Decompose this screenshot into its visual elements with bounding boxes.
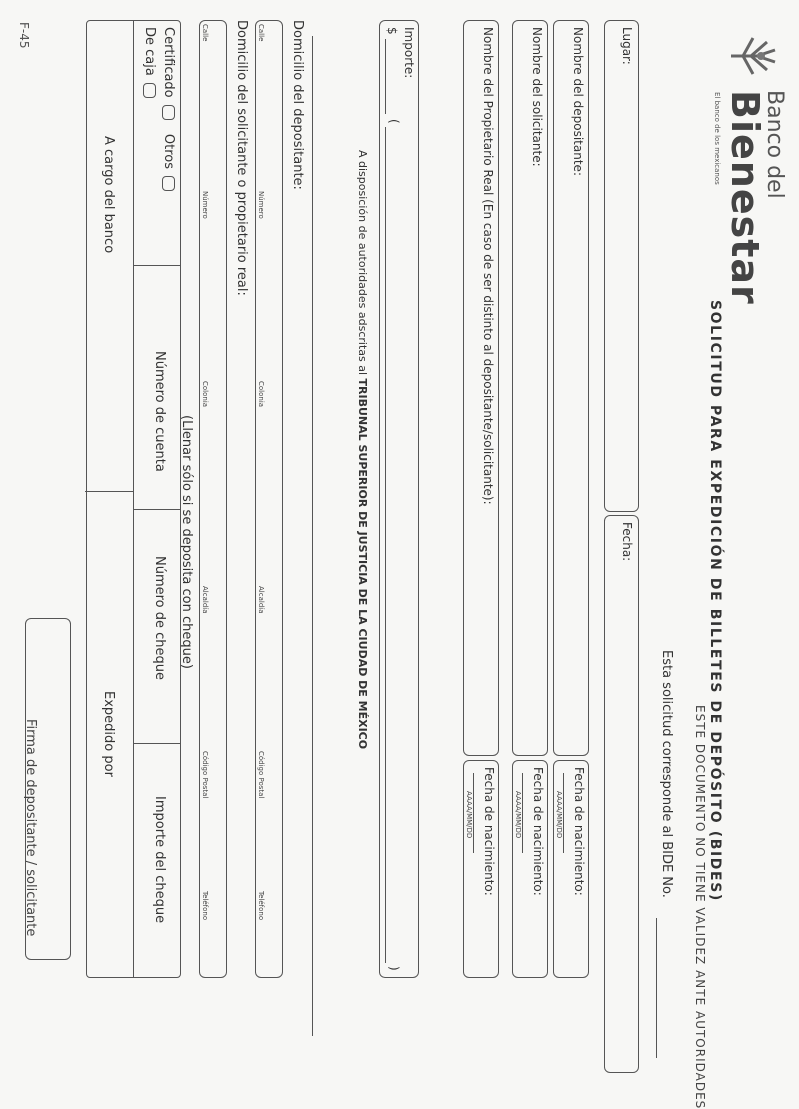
date-line [563,773,564,853]
num-cheque-label: Número de cheque [152,556,167,681]
signature-label: Firma de depositante / solicitante [23,719,38,937]
de-caja-option [142,27,157,98]
expedido-label: Expedido por [101,691,116,777]
brand-line2: Bienestar [723,90,767,305]
certificado-option [161,27,176,191]
solicitante-birthdate-field[interactable] [512,760,548,978]
cheque-section [86,20,181,978]
lugar-label: Lugar: [620,27,634,65]
lugar-field[interactable] [604,20,639,512]
cheque-note: (Llenar sólo si se deposita con cheque) [179,415,194,669]
cheque-col-divider-3 [134,743,180,744]
cheque-row-divider [133,21,134,977]
address-alcaldia: Alcaldía [257,586,265,614]
date-line [522,773,523,853]
disposicion-prefix: A disposición de autoridades adscritas al [356,150,369,379]
otros-label: Otros [161,133,176,170]
domicilio-solicitante-label: Domicilio del solicitante o propietario real: [234,20,249,296]
bank-logo [709,30,789,305]
de-caja-checkbox[interactable] [143,83,156,98]
form-title: SOLICITUD PARA EXPEDICIÓN DE BILLETES DE DEPÓSITO (BIDES) [707,300,723,902]
importe-letter-open-paren: ( [387,119,401,124]
cheque-col-divider-4 [85,491,134,492]
fecha-label: Fecha: [620,522,634,562]
cheque-col-divider-2 [134,509,180,510]
leaf-emblem-icon [729,30,781,82]
address-colonia: Colonia [201,381,209,408]
solicitante-birthdate-label: Fecha de nacimiento: [531,767,545,896]
cargo-banco-label: A cargo del banco [101,136,116,254]
cheque-col-divider-1 [134,265,180,266]
address-cp: Código Postal [257,751,265,799]
date-format-hint: AAAA/MM/DD [465,791,473,839]
address-telefono: Teléfono [201,891,209,921]
address-calle: Calle [257,24,265,42]
importe-cheque-label: Importe del cheque [152,796,167,924]
fecha-field[interactable] [604,515,639,1073]
address-numero: Número [201,191,209,219]
form-code: F-45 [17,22,31,49]
propietario-birthdate-field[interactable] [463,760,499,978]
address-calle: Calle [201,24,209,42]
address-alcaldia: Alcaldía [201,586,209,614]
date-line [473,773,474,853]
disposicion-text [356,150,369,749]
address-colonia: Colonia [257,381,265,408]
brand-line1: Banco del [762,90,787,199]
bide-number-label: Esta solicitud corresponde al BIDE No. [659,650,674,898]
solicitante-name-label: Nombre del solicitante: [530,27,544,167]
disposicion-court: TRIBUNAL SUPERIOR DE JUSTICIA DE LA CIUDAD DE MÉXICO [356,378,369,750]
de-caja-label: De caja [142,27,157,76]
certificado-label: Certificado [161,27,176,98]
importe-currency: $ [385,27,399,35]
date-format-hint: AAAA/MM/DD [555,791,563,839]
otros-checkbox[interactable] [162,176,175,191]
domicilio-depositante-row[interactable] [255,20,283,978]
domicilio-solicitante-row[interactable] [199,20,227,978]
propietario-birthdate-label: Fecha de nacimiento: [482,767,496,896]
brand-tagline: El banco de los mexicanos [713,92,721,185]
address-cp: Código Postal [201,751,209,799]
signature-field[interactable] [25,618,71,960]
cuenta-label: Número de cuenta [152,351,167,472]
importe-label: Importe: [402,27,416,79]
depositante-birthdate-label: Fecha de nacimiento: [572,767,586,896]
certificado-checkbox[interactable] [162,105,175,120]
date-format-hint: AAAA/MM/DD [514,791,522,839]
propietario-name-field[interactable] [463,20,499,756]
depositante-birthdate-field[interactable] [553,760,589,978]
propietario-name-label: Nombre del Propietario Real (En caso de ser distinto al depositante/solicitante): [481,27,495,505]
depositante-name-field[interactable] [553,20,589,756]
address-telefono: Teléfono [257,891,265,921]
importe-field[interactable] [379,20,419,978]
address-numero: Número [257,191,265,219]
importe-amount-line [385,39,386,114]
importe-letter-close-paren: ) [387,966,401,971]
domicilio-depositante-label: Domicilio del depositante: [290,20,305,190]
bide-number-field[interactable] [656,918,657,1058]
section-divider [312,36,313,1036]
importe-letter-line [385,127,386,963]
solicitante-name-field[interactable] [512,20,548,756]
form-subtitle: ESTE DOCUMENTO NO TIENE VALIDEZ ANTE AUTORIDADES [693,705,707,1109]
depositante-name-label: Nombre del depositante: [571,27,585,176]
